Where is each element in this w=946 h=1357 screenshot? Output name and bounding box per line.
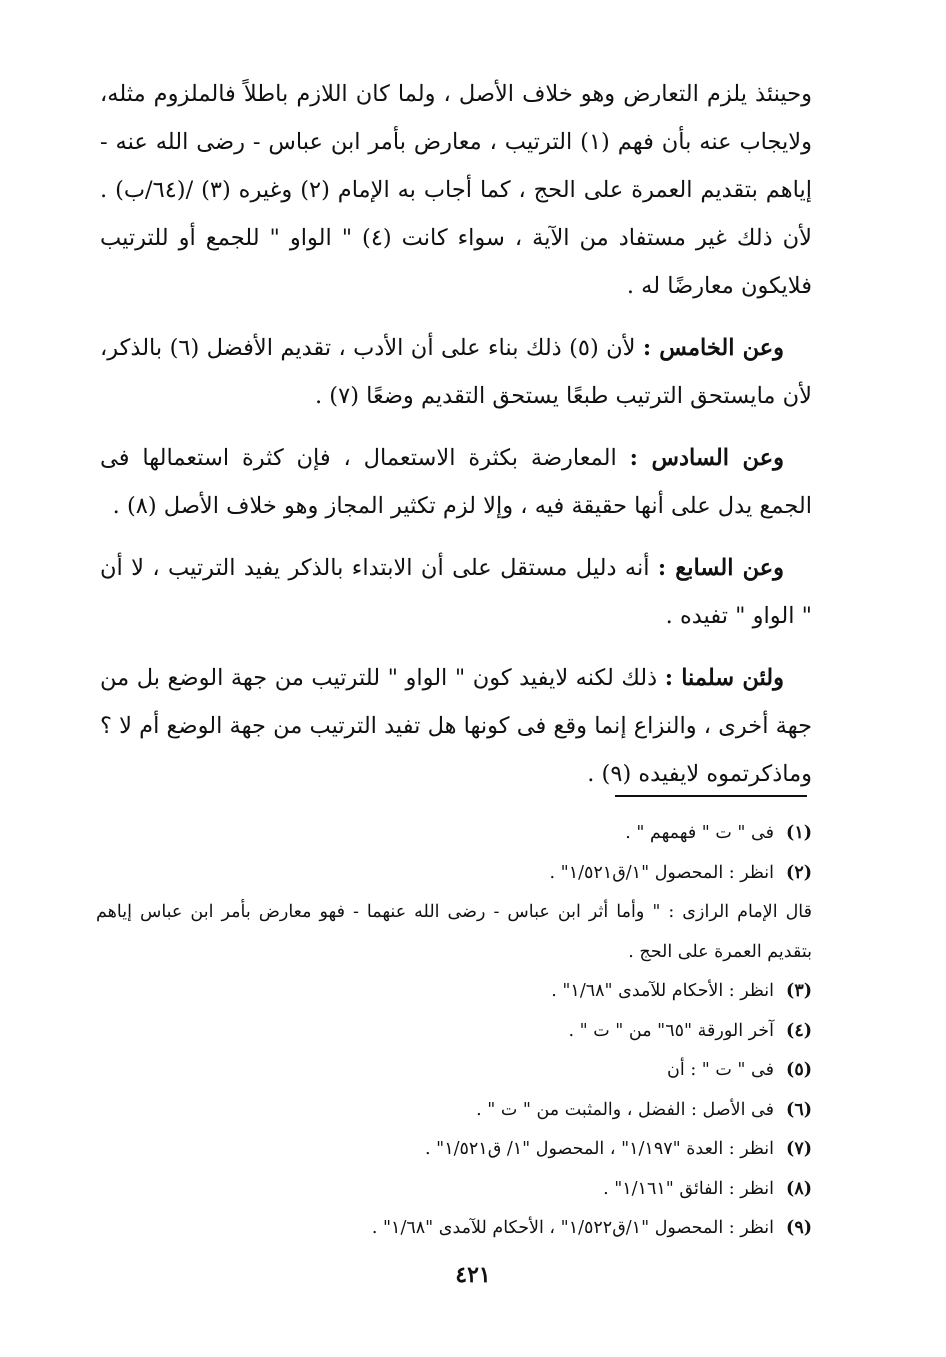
footnote-quote-text: قال الإمام الرازى : " وأما أثر ابن عباس - رضى الله عنهما - فهو معارض بأمر ابن عباس إياهم بتقديم العمرة على الحج . bbox=[96, 902, 812, 962]
footnote-number: (٥) bbox=[786, 1060, 812, 1080]
footnote-item bbox=[96, 1209, 812, 1249]
footnote-item bbox=[96, 1130, 812, 1170]
main-text bbox=[100, 70, 812, 812]
footnote-text: فى " ت " فهمهم " . bbox=[625, 823, 774, 843]
footnote-number: (٢) bbox=[786, 862, 812, 883]
footnote-text: انظر : المحصول "١/ق١/٥٢٢" ، الأحكام للآمدى "١/٦٨" . bbox=[371, 1218, 774, 1238]
footnote-number: (١) bbox=[786, 823, 812, 843]
paragraph-3 bbox=[100, 434, 812, 530]
paragraph-1 bbox=[100, 70, 812, 310]
footnote-number: (٣) bbox=[786, 981, 812, 1001]
footnote-number: (٩) bbox=[786, 1218, 812, 1238]
footnote-text: آخر الورقة "٦٥" من " ت " . bbox=[568, 1020, 774, 1041]
footnote-number: (٤) bbox=[786, 1020, 812, 1041]
footnote-item bbox=[96, 972, 812, 1012]
footnote-item bbox=[96, 854, 812, 894]
paragraph-lead: وعن الخامس : bbox=[642, 335, 784, 361]
footnote-text: فى " ت " : أن bbox=[667, 1060, 774, 1080]
paragraph-5 bbox=[100, 654, 812, 798]
paragraph-2 bbox=[100, 324, 812, 420]
footnote-item bbox=[96, 1012, 812, 1052]
footnote-number: (٦) bbox=[786, 1099, 812, 1120]
footnote-item bbox=[96, 1170, 812, 1210]
footnote-quote bbox=[96, 893, 812, 972]
footnote-text: انظر : الفائق "١/١٦١" . bbox=[603, 1178, 774, 1199]
footnote-separator bbox=[615, 795, 807, 797]
footnote-text: انظر : العدة "١/١٩٧" ، المحصول "١/ ق١/٥٢١" . bbox=[425, 1139, 774, 1159]
paragraph-lead: وعن السابع : bbox=[657, 555, 784, 581]
page-number: ٤٢١ bbox=[455, 1262, 491, 1288]
footnote-number: (٧) bbox=[786, 1139, 812, 1159]
paragraph-text: أنه دليل مستقل على أن الابتداء بالذكر يفيد الترتيب ، لا أن " الواو " تفيده . bbox=[100, 555, 812, 629]
paragraph-4 bbox=[100, 544, 812, 640]
paragraph-lead: ولئن سلمنا : bbox=[664, 665, 784, 691]
paragraph-text: المعارضة بكثرة الاستعمال ، فإن كثرة استعمالها فى الجمع يدل على أنها حقيقة فيه ، وإلا لزم تكثير المجاز وهو خلاف الأصل (٨) . bbox=[100, 445, 812, 519]
footnotes bbox=[96, 814, 812, 1249]
footnote-number: (٨) bbox=[786, 1178, 812, 1199]
paragraph-lead: وعن السادس : bbox=[629, 445, 784, 471]
footnote-item bbox=[96, 814, 812, 854]
paragraph-text: لأن (٥) ذلك بناء على أن الأدب ، تقديم الأفضل (٦) بالذكر، لأن مايستحق الترتيب طبعًا يستحق التقديم وضعًا (٧) . bbox=[100, 335, 812, 409]
footnote-text: انظر : الأحكام للآمدى "١/٦٨" . bbox=[551, 981, 774, 1001]
footnote-text: انظر : المحصول "١/ق١/٥٢١" . bbox=[549, 862, 774, 883]
paragraph-text: ذلك لكنه لايفيد كون " الواو " للترتيب من جهة الوضع بل من جهة أخرى ، والنزاع إنما وقع فى كونها هل تفيد الترتيب من جهة الوضع أم لا ؟ وماذكرتموه لايفيده (٩) . bbox=[100, 665, 812, 787]
footnote-text: فى الأصل : الفضل ، والمثبت من " ت " . bbox=[476, 1099, 774, 1120]
footnote-item bbox=[96, 1051, 812, 1091]
footnote-item bbox=[96, 1091, 812, 1131]
paragraph-text: وحينئذ يلزم التعارض وهو خلاف الأصل ، ولما كان اللازم باطلاً فالملزوم مثله، ولايجاب عنه بأن فهم (١) الترتيب ، معارض بأمر ابن عباس - رضى الله عنه - إياهم بتقديم العمرة على الحج ، كما أجاب به الإمام (٢) وغيره (٣) /(٦٤/ب) . لأن ذلك غير مستفاد من الآية ، سواء كانت (٤) " الواو " للجمع أو للترتيب فلايكون معارضًا له . bbox=[100, 81, 812, 299]
